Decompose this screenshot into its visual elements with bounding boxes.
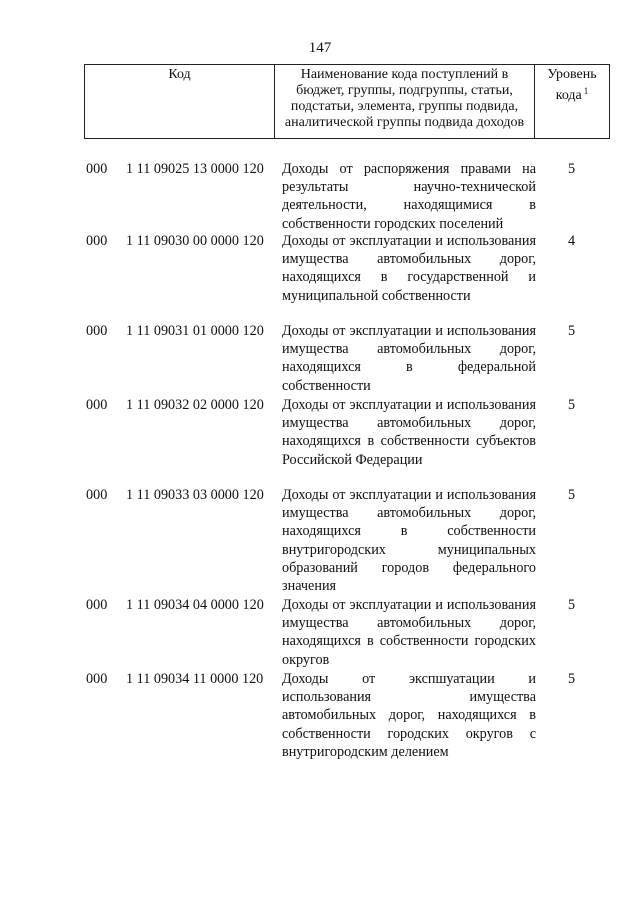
row-income-code: 1 11 09025 13 0000 120 [126, 161, 264, 177]
table-header [84, 64, 610, 139]
row-level: 5 [568, 671, 576, 687]
table-body [0, 160, 640, 762]
header-name: Наименование кода поступлений в бюджет, группы, подгруппы, статьи, подстатьи, элемента, группы подвида, аналитической группы подвида доходов [275, 65, 535, 138]
header-level-label: Уровень кода [547, 67, 597, 103]
table-row [0, 486, 640, 596]
row-level: 5 [568, 323, 576, 339]
header-code: Код [85, 65, 275, 138]
page-number: 147 [308, 40, 332, 56]
row-admin-code: 000 [86, 597, 108, 613]
table-row [0, 160, 640, 232]
header-level [535, 65, 609, 138]
row-level: 5 [568, 397, 576, 413]
header-level-footnote: 1 [583, 86, 589, 96]
row-admin-code: 000 [86, 487, 108, 503]
row-admin-code: 000 [86, 323, 108, 339]
row-level: 5 [568, 597, 576, 613]
row-description: Доходы от эксплуатации и использования имущества автомобильных дорог, находящихся в собственности субъектов Российской Федерации [282, 397, 536, 468]
row-level: 5 [568, 487, 576, 503]
row-income-code: 1 11 09030 00 0000 120 [126, 233, 264, 249]
row-admin-code: 000 [86, 161, 108, 177]
row-level: 4 [568, 233, 576, 249]
row-description: Доходы от распоряжения правами на результаты научно-технической деятельности, находящимися в собственности городских поселений [282, 161, 536, 232]
row-income-code: 1 11 09033 03 0000 120 [126, 487, 264, 503]
table-row [0, 232, 640, 322]
row-description: Доходы от экспшуатации и использования имущества автомобильных дорог, находящихся в собственности городских округов с внутригородским делением [282, 671, 536, 760]
table-row [0, 670, 640, 762]
row-description: Доходы от эксплуатации и использования имущества автомобильных дорог, находящихся в собственности внутригородских муниципальных образований городов федерального значения [282, 487, 536, 595]
table-row [0, 596, 640, 670]
row-income-code: 1 11 09031 01 0000 120 [126, 323, 264, 339]
table-row [0, 322, 640, 396]
row-income-code: 1 11 09034 11 0000 120 [126, 671, 264, 687]
row-level: 5 [568, 161, 576, 177]
row-income-code: 1 11 09032 02 0000 120 [126, 397, 264, 413]
row-description: Доходы от эксплуатации и использования имущества автомобильных дорог, находящихся в федеральной собственности [282, 323, 536, 394]
row-description: Доходы от эксплуатации и использования имущества автомобильных дорог, находящихся в собственности городских округов [282, 597, 536, 668]
row-admin-code: 000 [86, 671, 108, 687]
row-admin-code: 000 [86, 397, 108, 413]
row-admin-code: 000 [86, 233, 108, 249]
table-row [0, 396, 640, 486]
row-description: Доходы от эксплуатации и использования имущества автомобильных дорог, находящихся в государственной и муниципальной собственности [282, 233, 536, 304]
row-income-code: 1 11 09034 04 0000 120 [126, 597, 264, 613]
